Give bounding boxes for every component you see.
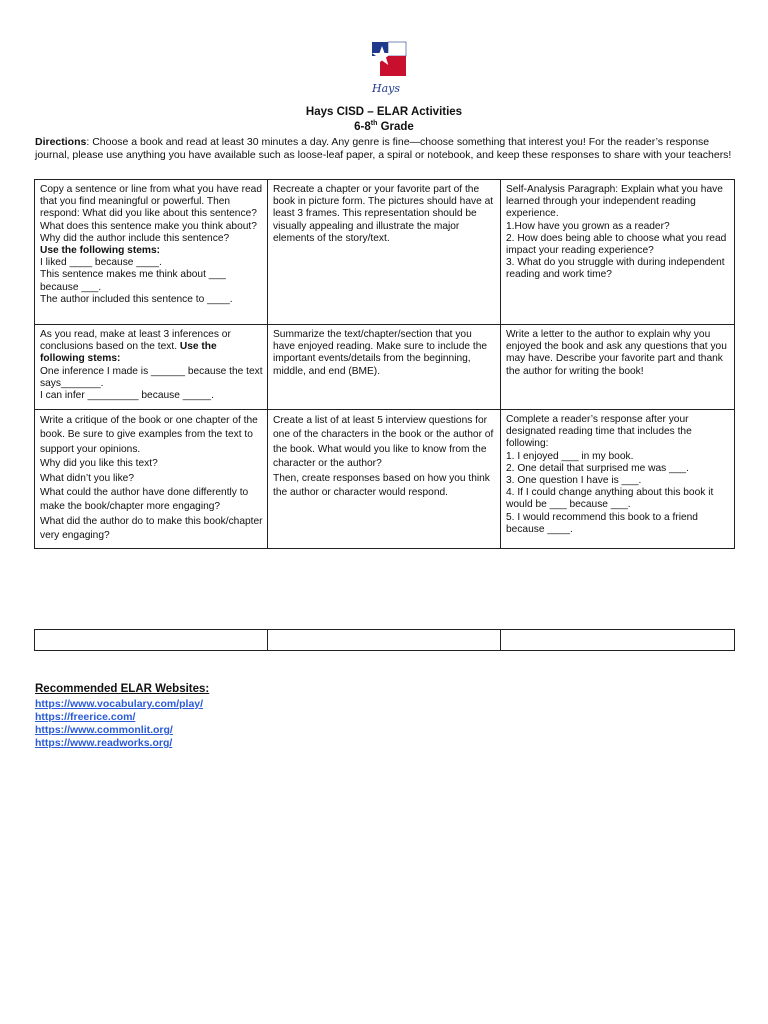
activity-line: Self-Analysis Paragraph: Explain what you have learned through your independent reading experience. bbox=[506, 184, 723, 220]
directions-paragraph bbox=[35, 136, 735, 162]
websites-heading: Recommended ELAR Websites: bbox=[35, 683, 210, 695]
activity-text: Copy a sentence or line from what you have read that you find meaningful or powerful. Then respond: What did you like about this sentence? What does this sentence make you think about? Why did the author include this sentence? bbox=[40, 184, 262, 244]
activity-cell-sentence-response bbox=[35, 180, 268, 325]
activity-text: As you read, make at least 3 inferences or conclusions based on the text. bbox=[40, 329, 231, 353]
grade-superscript: th bbox=[370, 120, 378, 127]
websites-list bbox=[35, 698, 203, 750]
logo-script-text: Hays bbox=[372, 82, 401, 95]
grade-subtitle bbox=[0, 120, 768, 133]
grade-prefix: 6-8 bbox=[354, 120, 371, 133]
activity-line: What could the author have done differently to make the book/chapter more engaging? bbox=[40, 487, 249, 513]
activity-cell-inferences bbox=[35, 325, 268, 410]
activity-line: Then, create responses based on how you think the author or character would respond. bbox=[273, 472, 490, 499]
activity-line: Complete a reader’s response after your designated reading time that includes the following: bbox=[506, 414, 692, 450]
stem-line: One inference I made is ______ because the text says_______. bbox=[40, 365, 263, 389]
activity-line: 1.How have you grown as a reader? bbox=[506, 220, 670, 232]
activity-line: 2. How does being able to choose what you read impact your reading experience? bbox=[506, 232, 727, 257]
link-vocabulary[interactable]: https://www.vocabulary.com/play/ bbox=[35, 698, 204, 710]
page-title: Hays CISD – ELAR Activities bbox=[305, 106, 463, 118]
activity-line: Create a list of at least 5 interview questions for one of the characters in the book or the author of the book. What would you like to know from the character or the author? bbox=[273, 415, 494, 470]
table-row bbox=[35, 410, 735, 549]
activity-line: 5. I would recommend this book to a friend because ____. bbox=[506, 511, 698, 535]
activity-cell-interview bbox=[268, 410, 501, 549]
activity-text: Recreate a chapter or your favorite part of the book in picture form. The pictures should have at least 3 frames. This representation should be visually appealing and illustrate the major elements of the story/text. bbox=[273, 184, 494, 244]
stem-line: This sentence makes me think about ___ because ___. bbox=[40, 269, 226, 293]
activity-line: 3. What do you struggle with during independent reading and work time? bbox=[506, 257, 725, 281]
empty-cell bbox=[268, 630, 501, 651]
table-row bbox=[35, 180, 735, 325]
grade-suffix: Grade bbox=[377, 120, 414, 133]
activity-line: What didn’t you like? bbox=[40, 472, 135, 484]
hays-logo-icon bbox=[366, 40, 412, 98]
stem-line: I liked ____ because ____. bbox=[40, 257, 162, 269]
activity-line: 2. One detail that surprised me was ___. bbox=[506, 462, 689, 474]
link-freerice[interactable]: https://freerice.com/ bbox=[35, 711, 136, 723]
stem-line: I can infer _________ because _____. bbox=[40, 390, 214, 402]
directions-label: Directions bbox=[35, 136, 87, 148]
activity-cell-summarize bbox=[268, 325, 501, 410]
activity-cell-picture-chapter bbox=[268, 180, 501, 325]
empty-cell bbox=[35, 630, 268, 651]
activity-line: Write a critique of the book or one chapter of the book. Be sure to give examples from the text to support your opinions. bbox=[40, 415, 258, 455]
activity-text: Write a letter to the author to explain why you enjoyed the book and ask any questions that you may have. Describe your favorite part and thank the author for writing the book! bbox=[506, 329, 727, 377]
activity-line: What did the author do to make this book/chapter very engaging? bbox=[40, 515, 263, 542]
empty-table-row bbox=[34, 629, 735, 651]
activity-line: 4. If I could change anything about this book it would be ___ because ___. bbox=[506, 487, 714, 511]
activity-line: Why did you like this text? bbox=[40, 458, 158, 470]
activity-cell-self-analysis bbox=[501, 180, 735, 325]
link-readworks[interactable]: https://www.readworks.org/ bbox=[35, 737, 173, 749]
link-commonlit[interactable]: https://www.commonlit.org/ bbox=[35, 724, 173, 736]
empty-cell bbox=[501, 630, 735, 651]
stems-label: Use the following stems: bbox=[40, 245, 161, 257]
activity-text: Summarize the text/chapter/section that you have enjoyed reading. Make sure to include the important events/details from the beginning, middle, and end (BME). bbox=[273, 329, 488, 377]
activities-table bbox=[34, 179, 735, 549]
activity-cell-letter-to-author bbox=[501, 325, 735, 410]
activity-cell-critique bbox=[35, 410, 268, 549]
activity-cell-readers-response bbox=[501, 410, 735, 549]
table-row bbox=[35, 630, 735, 651]
table-row bbox=[35, 325, 735, 410]
stems-label: Use the following stems: bbox=[40, 341, 217, 365]
directions-text: : Choose a book and read at least 30 minutes a day. Any genre is fine—choose something that interest you! For the reader’s response journal, please use anything you have available such as loose-leaf paper, a spiral or notebook, and keep these responses to share with your teachers! bbox=[35, 136, 732, 161]
stem-line: The author included this sentence to ____. bbox=[40, 293, 233, 305]
activity-line: 3. One question I have is ___. bbox=[506, 475, 642, 487]
activity-line: 1. I enjoyed ___ in my book. bbox=[506, 450, 634, 462]
